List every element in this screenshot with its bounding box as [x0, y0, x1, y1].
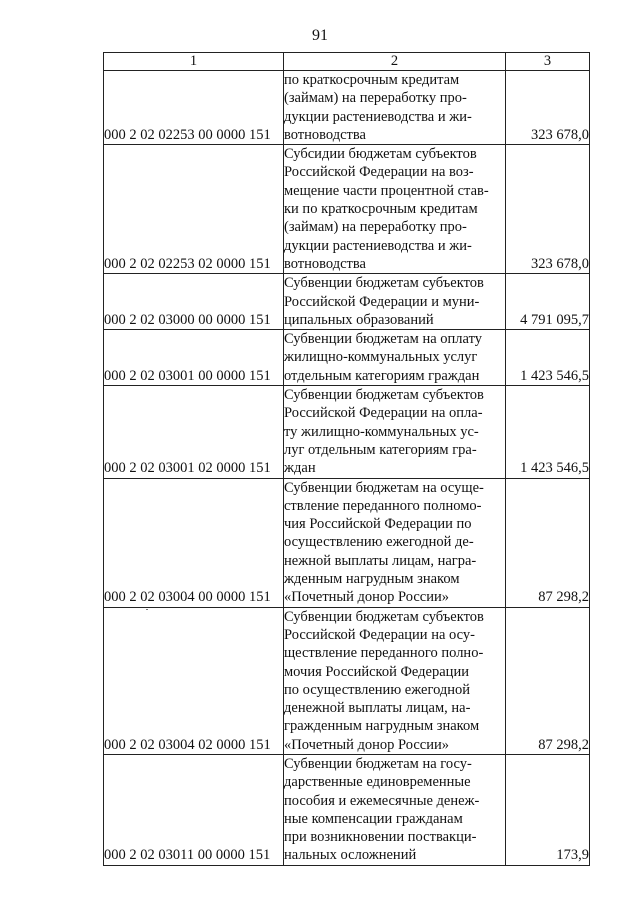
table-row: [104, 386, 590, 478]
description-line: нальных осложнений: [284, 847, 417, 864]
description-line: ствление переданного полномо-: [284, 497, 482, 514]
description-line: Субвенции бюджетам субъектов: [284, 275, 484, 292]
description-line: дукции растениеводства и жи-: [284, 237, 472, 254]
description-line: «Почетный донор России»: [284, 589, 450, 606]
column-header-description: 2: [284, 53, 506, 71]
table-row: [104, 330, 590, 386]
description-line: гражденным нагрудным знаком: [284, 718, 480, 735]
table-header: [104, 53, 590, 71]
description-line: мещение части процентной став-: [284, 182, 489, 199]
description-line: Российской Федерации и муни-: [284, 293, 480, 310]
description-cell: [284, 71, 506, 145]
description-line: денежной выплаты лицам, на-: [284, 700, 471, 717]
description-line: ществление переданного полно-: [284, 645, 484, 662]
description-cell: [284, 754, 506, 865]
description-line: жденным нагрудным знаком: [284, 571, 460, 588]
description-line: Субсидии бюджетам субъектов: [284, 146, 477, 163]
table-row: [104, 478, 590, 607]
description-cell: [284, 274, 506, 330]
description-cell: [284, 607, 506, 754]
table-row: [104, 274, 590, 330]
table-row: [104, 607, 590, 754]
description-line: пособия и ежемесячные денеж-: [284, 792, 480, 809]
table-row: [104, 145, 590, 274]
amount-cell: 4 791 095,7: [506, 274, 590, 330]
column-header-amount: 3: [506, 53, 590, 71]
budget-code-cell: 000 2 02 03001 02 0000 151: [104, 386, 284, 478]
description-line: дарственные единовременные: [284, 774, 471, 791]
description-line: Российской Федерации на воз-: [284, 164, 474, 181]
amount-cell: 323 678,0: [506, 71, 590, 145]
budget-table: [103, 52, 590, 866]
description-line: нежной выплаты лицам, награ-: [284, 552, 477, 569]
amount-cell: 173,9: [506, 754, 590, 865]
table-body: [104, 71, 590, 866]
description-line: по осуществлению ежегодной: [284, 681, 471, 698]
description-line: вотноводства: [284, 126, 366, 143]
table-row: [104, 754, 590, 865]
description-line: Субвенции бюджетам на оплату: [284, 331, 482, 348]
description-cell: [284, 145, 506, 274]
description-line: «Почетный донор России»: [284, 736, 450, 753]
description-line: дукции растениеводства и жи-: [284, 108, 472, 125]
amount-cell: 87 298,2: [506, 478, 590, 607]
description-line: (займам) на переработку про-: [284, 90, 467, 107]
description-line: ту жилищно-коммунальных ус-: [284, 423, 479, 440]
description-line: Российской Федерации на осу-: [284, 626, 475, 643]
description-line: жилищно-коммунальных услуг: [284, 349, 478, 366]
description-line: вотноводства: [284, 255, 366, 272]
description-line: Субвенции бюджетам субъектов: [284, 387, 484, 404]
amount-cell: 87 298,2: [506, 607, 590, 754]
description-line: при возникновении поствакци-: [284, 829, 477, 846]
scan-speck: [146, 609, 148, 610]
description-line: мочия Российской Федерации: [284, 663, 469, 680]
description-cell: [284, 478, 506, 607]
budget-code-cell: 000 2 02 03000 00 0000 151: [104, 274, 284, 330]
description-line: Субвенции бюджетам субъектов: [284, 608, 484, 625]
description-line: чия Российской Федерации по: [284, 516, 472, 533]
description-line: ждан: [284, 460, 316, 477]
column-header-code: 1: [104, 53, 284, 71]
description-line: отдельным категориям граждан: [284, 367, 480, 384]
description-line: осуществлению ежегодной де-: [284, 534, 474, 551]
budget-code-cell: 000 2 02 02253 00 0000 151: [104, 71, 284, 145]
description-line: ные компенсации гражданам: [284, 810, 463, 827]
description-line: ки по краткосрочным кредитам: [284, 201, 478, 218]
amount-cell: 1 423 546,5: [506, 330, 590, 386]
description-line: по краткосрочным кредитам: [284, 72, 460, 88]
description-line: (займам) на переработку про-: [284, 219, 467, 236]
table-row: [104, 71, 590, 145]
description-line: Российской Федерации на опла-: [284, 405, 483, 422]
page-number: 91: [312, 27, 328, 44]
budget-code-cell: 000 2 02 03001 00 0000 151: [104, 330, 284, 386]
description-line: Субвенции бюджетам на госу-: [284, 755, 472, 772]
budget-code-cell: 000 2 02 02253 02 0000 151: [104, 145, 284, 274]
description-cell: [284, 330, 506, 386]
budget-code-cell: 000 2 02 03004 02 0000 151: [104, 607, 284, 754]
description-line: луг отдельным категориям гра-: [284, 441, 477, 458]
amount-cell: 323 678,0: [506, 145, 590, 274]
amount-cell: 1 423 546,5: [506, 386, 590, 478]
description-line: Субвенции бюджетам на осуще-: [284, 479, 484, 496]
description-cell: [284, 386, 506, 478]
header-row: [104, 53, 590, 71]
description-line: ципальных образований: [284, 311, 434, 328]
budget-code-cell: 000 2 02 03011 00 0000 151: [104, 754, 284, 865]
budget-code-cell: 000 2 02 03004 00 0000 151: [104, 478, 284, 607]
